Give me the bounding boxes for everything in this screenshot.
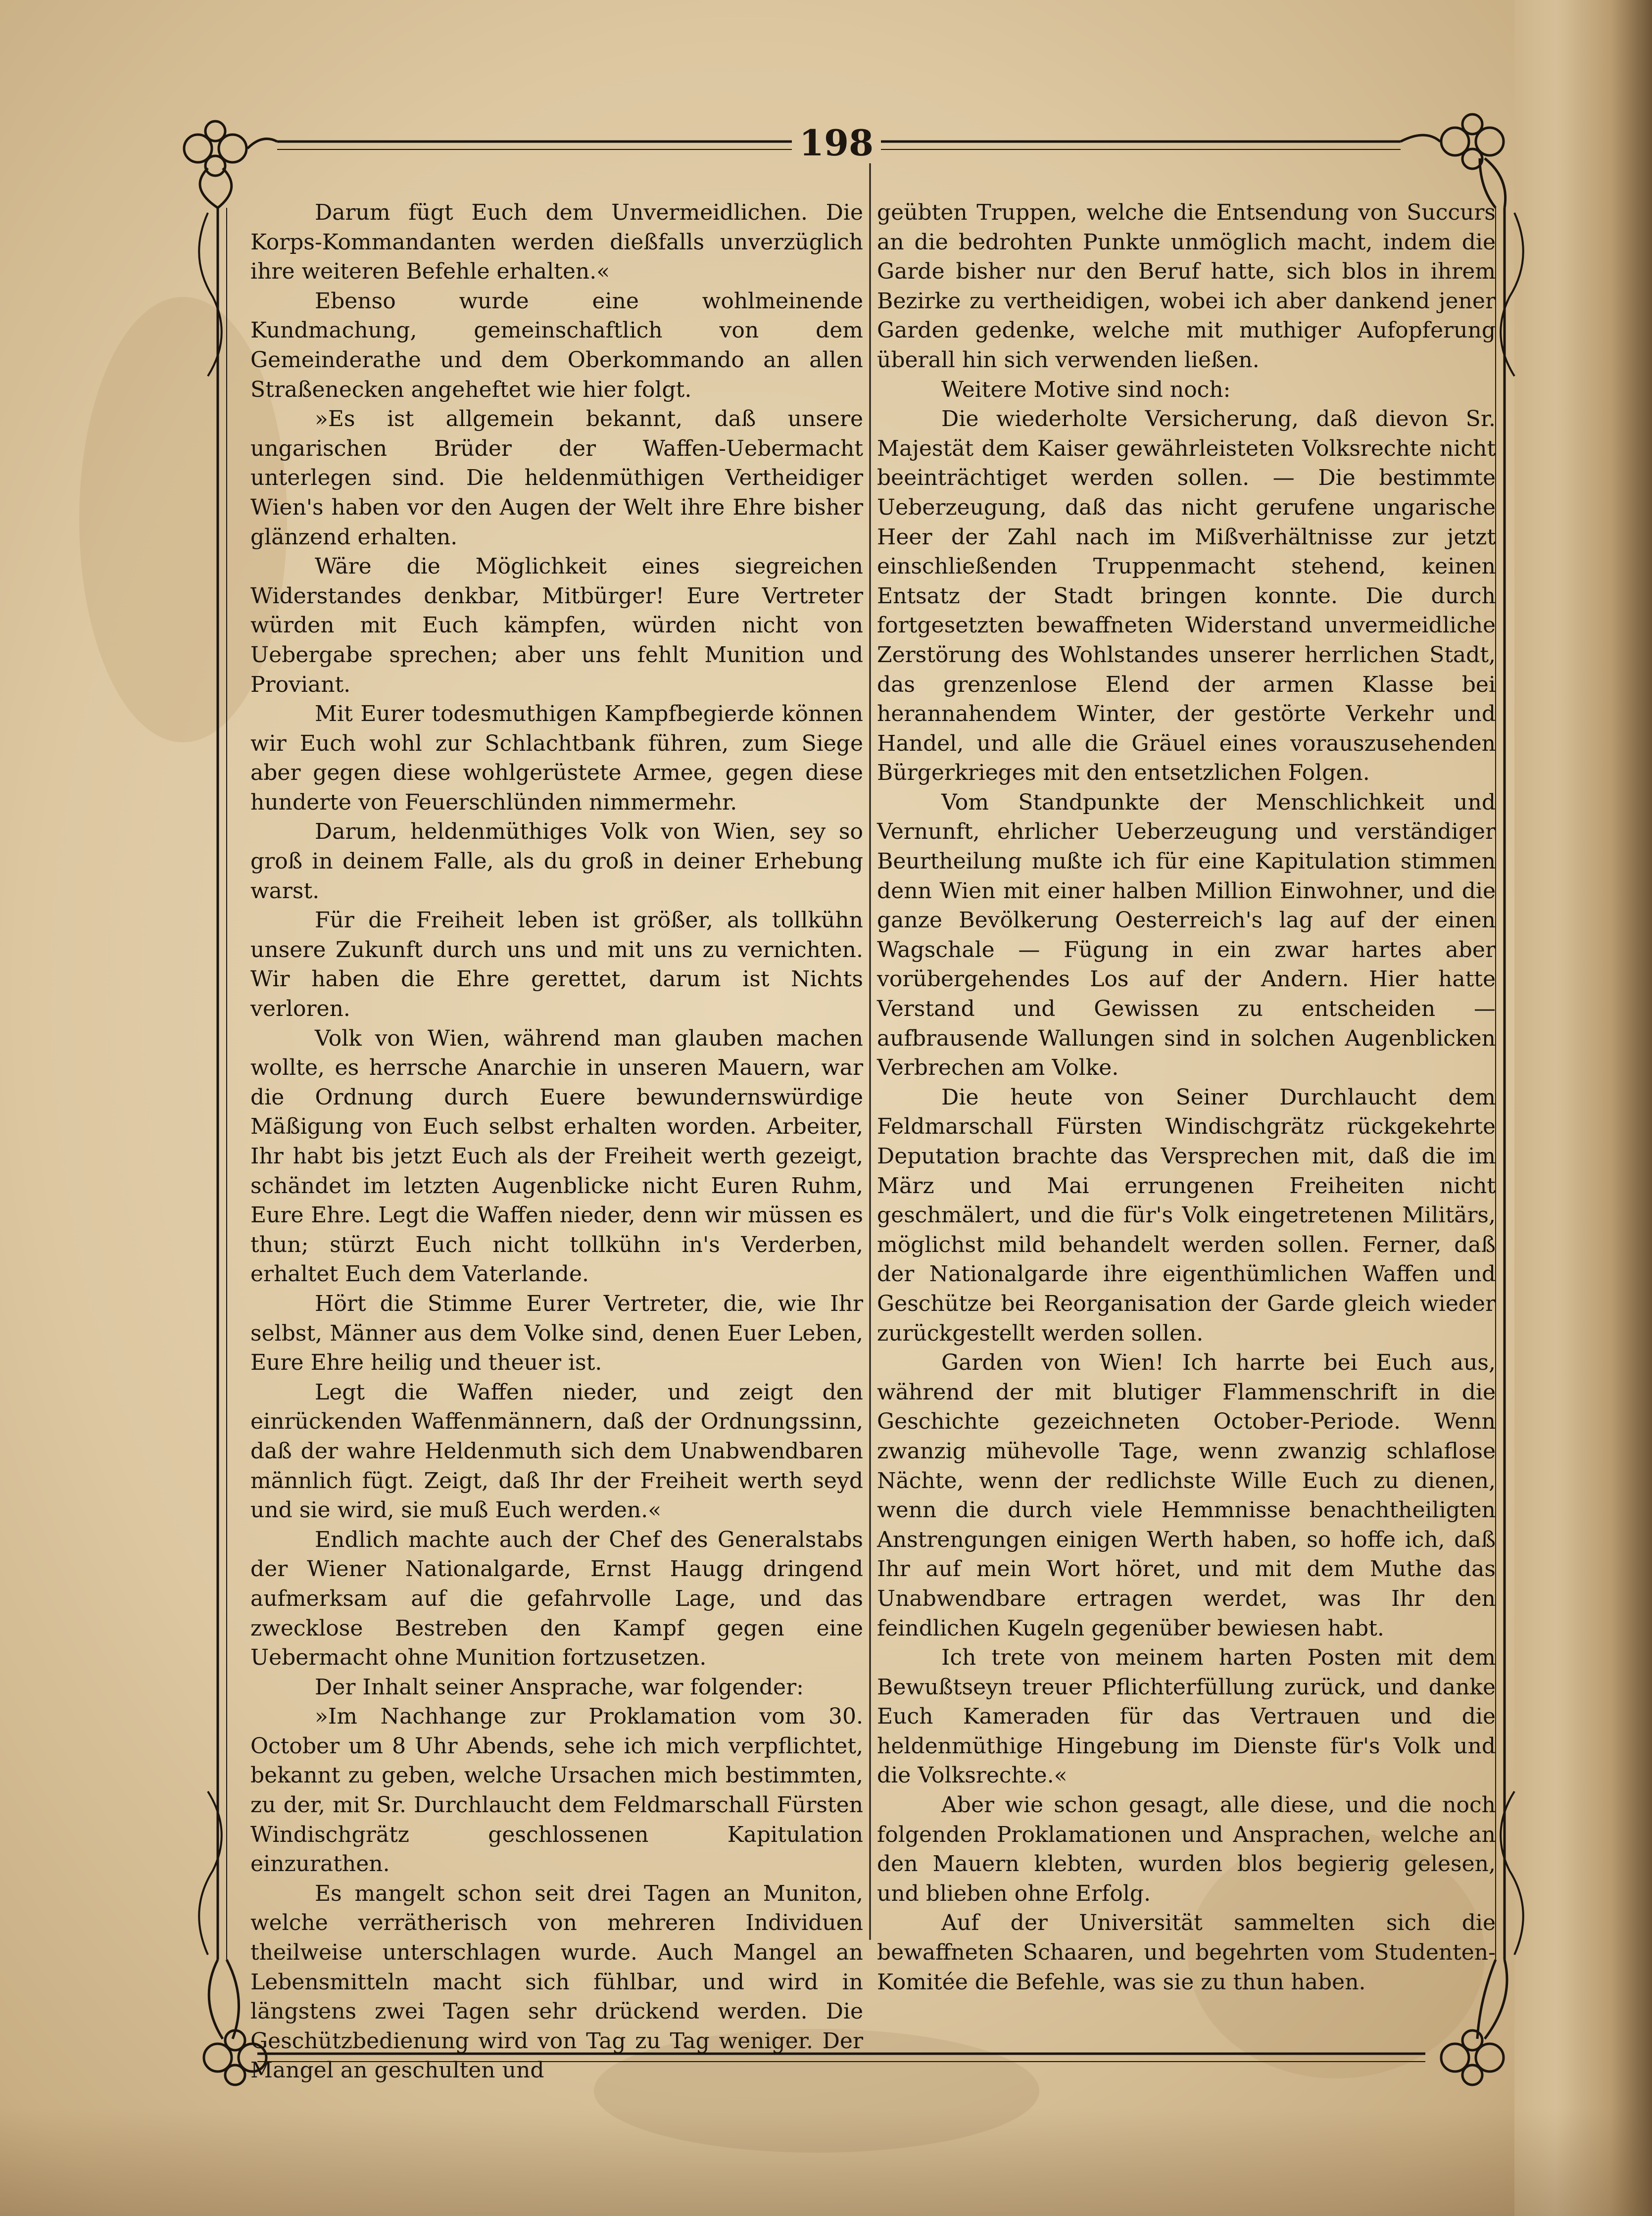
paragraph: Die heute von Seiner Durchlaucht dem Feldmarschall Fürsten Windischgrätz rückgekehrte Deputation brachte das Versprechen mit, daß die im März und Mai errungenen Freiheiten nicht geschmälert, und die für's Volk eingetretenen Militärs, möglichst mild behandelt werden sollen. Ferner, daß der Nationalgarde ihre eigenthümlichen Waffen und Geschütze bei Reorganisation der Garde gleich wieder zurückgestellt werden sollen. <box>877 1084 1496 1346</box>
paragraph: Hört die Stimme Eurer Vertreter, die, wie Ihr selbst, Männer aus dem Volke sind, denen Euer Leben, Eure Ehre heilig und theuer ist. <box>250 1291 863 1376</box>
paragraph: Mit Eurer todesmuthigen Kampfbegierde können wir Euch wohl zur Schlachtbank führen, zum Siege aber gegen diese wohlgerüstete Armee, gegen diese hunderte von Feuerschlünden nimmermehr. <box>250 701 863 815</box>
paragraph: Auf der Universität sammelten sich die bewaffneten Schaaren, und begehrten vom Studenten-Komitée die Befehle, was sie zu thun haben. <box>877 1910 1496 1995</box>
paragraph: Aber wie schon gesagt, alle diese, und die noch folgenden Proklamationen und Ansprachen, welche an den Mauern klebten, wurden blos begierig gelesen, und blieben ohne Erfolg. <box>877 1792 1496 1906</box>
paragraph: Für die Freiheit leben ist größer, als tollkühn unsere Zukunft durch uns und mit uns zu vernichten. Wir haben die Ehre gerettet, darum ist Nichts verloren. <box>250 908 863 1022</box>
paragraph: Wäre die Möglichkeit eines siegreichen Widerstandes denkbar, Mitbürger! Eure Vertreter würden mit Euch kämpfen, würden nicht von Uebergabe sprechen; aber uns fehlt Munition und Proviant. <box>250 554 863 697</box>
paragraph: Darum fügt Euch dem Unvermeidlichen. Die Korps-Kommandanten werden dießfalls unverzüglich ihre weiteren Befehle erhalten.« <box>250 200 863 285</box>
text-column-right <box>877 198 1496 1995</box>
paragraph: Darum, heldenmüthiges Volk von Wien, sey so groß in deinem Falle, als du groß in deiner Erhebung warst. <box>250 819 863 904</box>
paragraph: »Es ist allgemein bekannt, daß unsere ungarischen Brüder der Waffen-Uebermacht unterlegen sind. Die heldenmüthigen Vertheidiger Wien's haben vor den Augen der Welt ihre Ehre bisher glänzend erhalten. <box>250 406 863 550</box>
paragraph: Endlich machte auch der Chef des Generalstabs der Wiener Nationalgarde, Ernst Haugg dringend aufmerksam auf die gefahrvolle Lage, und das zwecklose Bestreben den Kampf gegen eine Uebermacht ohne Munition fortzusetzen. <box>250 1527 863 1671</box>
paragraph: Weitere Motive sind noch: <box>941 377 1231 402</box>
page-number: 198 <box>799 122 874 164</box>
paragraph: geübten Truppen, welche die Entsendung von Succurs an die bedrohten Punkte unmöglich macht, indem die Garde bisher nur den Beruf hatte, sich blos in ihrem Bezirke zu vertheidigen, wobei ich aber dankend jener Garden gedenke, welche mit muthiger Aufopferung überall hin sich verwenden ließen. <box>877 200 1496 373</box>
paragraph: Vom Standpunkte der Menschlichkeit und Vernunft, ehrlicher Ueberzeugung und verständiger Beurtheilung mußte ich für eine Kapitulation stimmen denn Wien mit einer halben Million Einwohner, und die ganze Bevölkerung Oesterreich's lag auf der einen Wagschale — Fügung in ein zwar hartes aber vorübergehendes Los auf der Andern. Hier hatte Verstand und Gewissen zu entscheiden — aufbrausende Wallungen sind in solchen Augenblicken Verbrechen am Volke. <box>877 789 1496 1081</box>
paragraph: Garden von Wien! Ich harrte bei Euch aus, während der mit blutiger Flammenschrift in die Geschichte gezeichneten October-Periode. Wenn zwanzig mühevolle Tage, wenn zwanzig schlaflose Nächte, wenn der redlichste Wille Euch zu dienen, wenn die durch viele Hemmnisse benachtheiligten Anstrengungen einigen Werth haben, so hoffe ich, daß Ihr auf mein Wort höret, und mit dem Muthe das Unabwendbare ertragen werdet, was Ihr den feindlichen Kugeln gegenüber bewiesen habt. <box>877 1350 1496 1641</box>
paragraph: Ebenso wurde eine wohlmeinende Kundmachung, gemeinschaftlich von dem Gemeinderathe und dem Oberkommando an allen Straßenecken angeheftet wie hier folgt. <box>250 288 863 402</box>
paragraph: »Im Nachhange zur Proklamation vom 30. October um 8 Uhr Abends, sehe ich mich verpflichtet, bekannt zu geben, welche Ursachen mich bestimmten, zu der, mit Sr. Durchlaucht dem Feldmarschall Fürsten Windischgrätz geschlossenen Kapitulation einzurathen. <box>250 1704 863 1877</box>
paragraph: Die wiederholte Versicherung, daß dievon Sr. Majestät dem Kaiser gewährleisteten Volksrechte nicht beeinträchtiget werden sollen. — Die bestimmte Ueberzeugung, daß das nicht gerufene ungarische Heer der Zahl nach im Mißverhältnisse zur jetzt einschließenden Truppenmacht stehend, keinen Entsatz der Stadt bringen konnte. Die durch fortgesetzten bewaffneten Widerstand unvermeidliche Zerstörung des Wohlstandes unserer herrlichen Stadt, das grenzenlose Elend der armen Klasse bei herannahendem Winter, der gestörte Verkehr und Handel, und alle die Gräuel eines vorauszusehenden Bürgerkrieges mit den entsetzlichen Folgen. <box>877 406 1496 786</box>
text-column-left <box>250 198 863 2083</box>
paragraph: Volk von Wien, während man glauben machen wollte, es herrsche Anarchie in unseren Mauern, war die Ordnung durch Euere bewundernswürdige Mäßigung von Euch selbst erhalten worden. Arbeiter, Ihr habt bis jetzt Euch als der Freiheit werth gezeigt, schändet im letzten Augenblicke nicht Euren Ruhm, Eure Ehre. Legt die Waffen nieder, denn wir müssen es thun; stürzt Euch nicht tollkühn in's Verderben, erhaltet Euch dem Vaterlande. <box>250 1025 863 1287</box>
paragraph: Ich trete von meinem harten Posten mit dem Bewußtseyn treuer Pflichterfüllung zurück, und danke Euch Kameraden für das Vertrauen und die heldenmüthige Hingebung im Dienste für's Volk und die Volksrechte.« <box>877 1645 1496 1788</box>
paragraph: Es mangelt schon seit drei Tagen an Muniton, welche verrätherisch von mehreren Individuen theilweise unterschlagen wurde. Auch Mangel an Lebensmitteln macht sich fühlbar, und wird in längstens zwei Tagen sehr drückend werden. Die Geschützbedienung wird von Tag zu Tag weniger. Der Mangel an geschulten und <box>250 1880 863 2083</box>
paragraph: Legt die Waffen nieder, und zeigt den einrückenden Waffenmännern, daß der Ordnungssinn, daß der wahre Heldenmuth sich dem Unabwendbaren männlich fügt. Zeigt, daß Ihr der Freiheit werth seyd und sie wird, sie muß Euch werden.« <box>250 1379 863 1523</box>
paragraph: Der Inhalt seiner Ansprache, war folgender: <box>315 1674 804 1700</box>
